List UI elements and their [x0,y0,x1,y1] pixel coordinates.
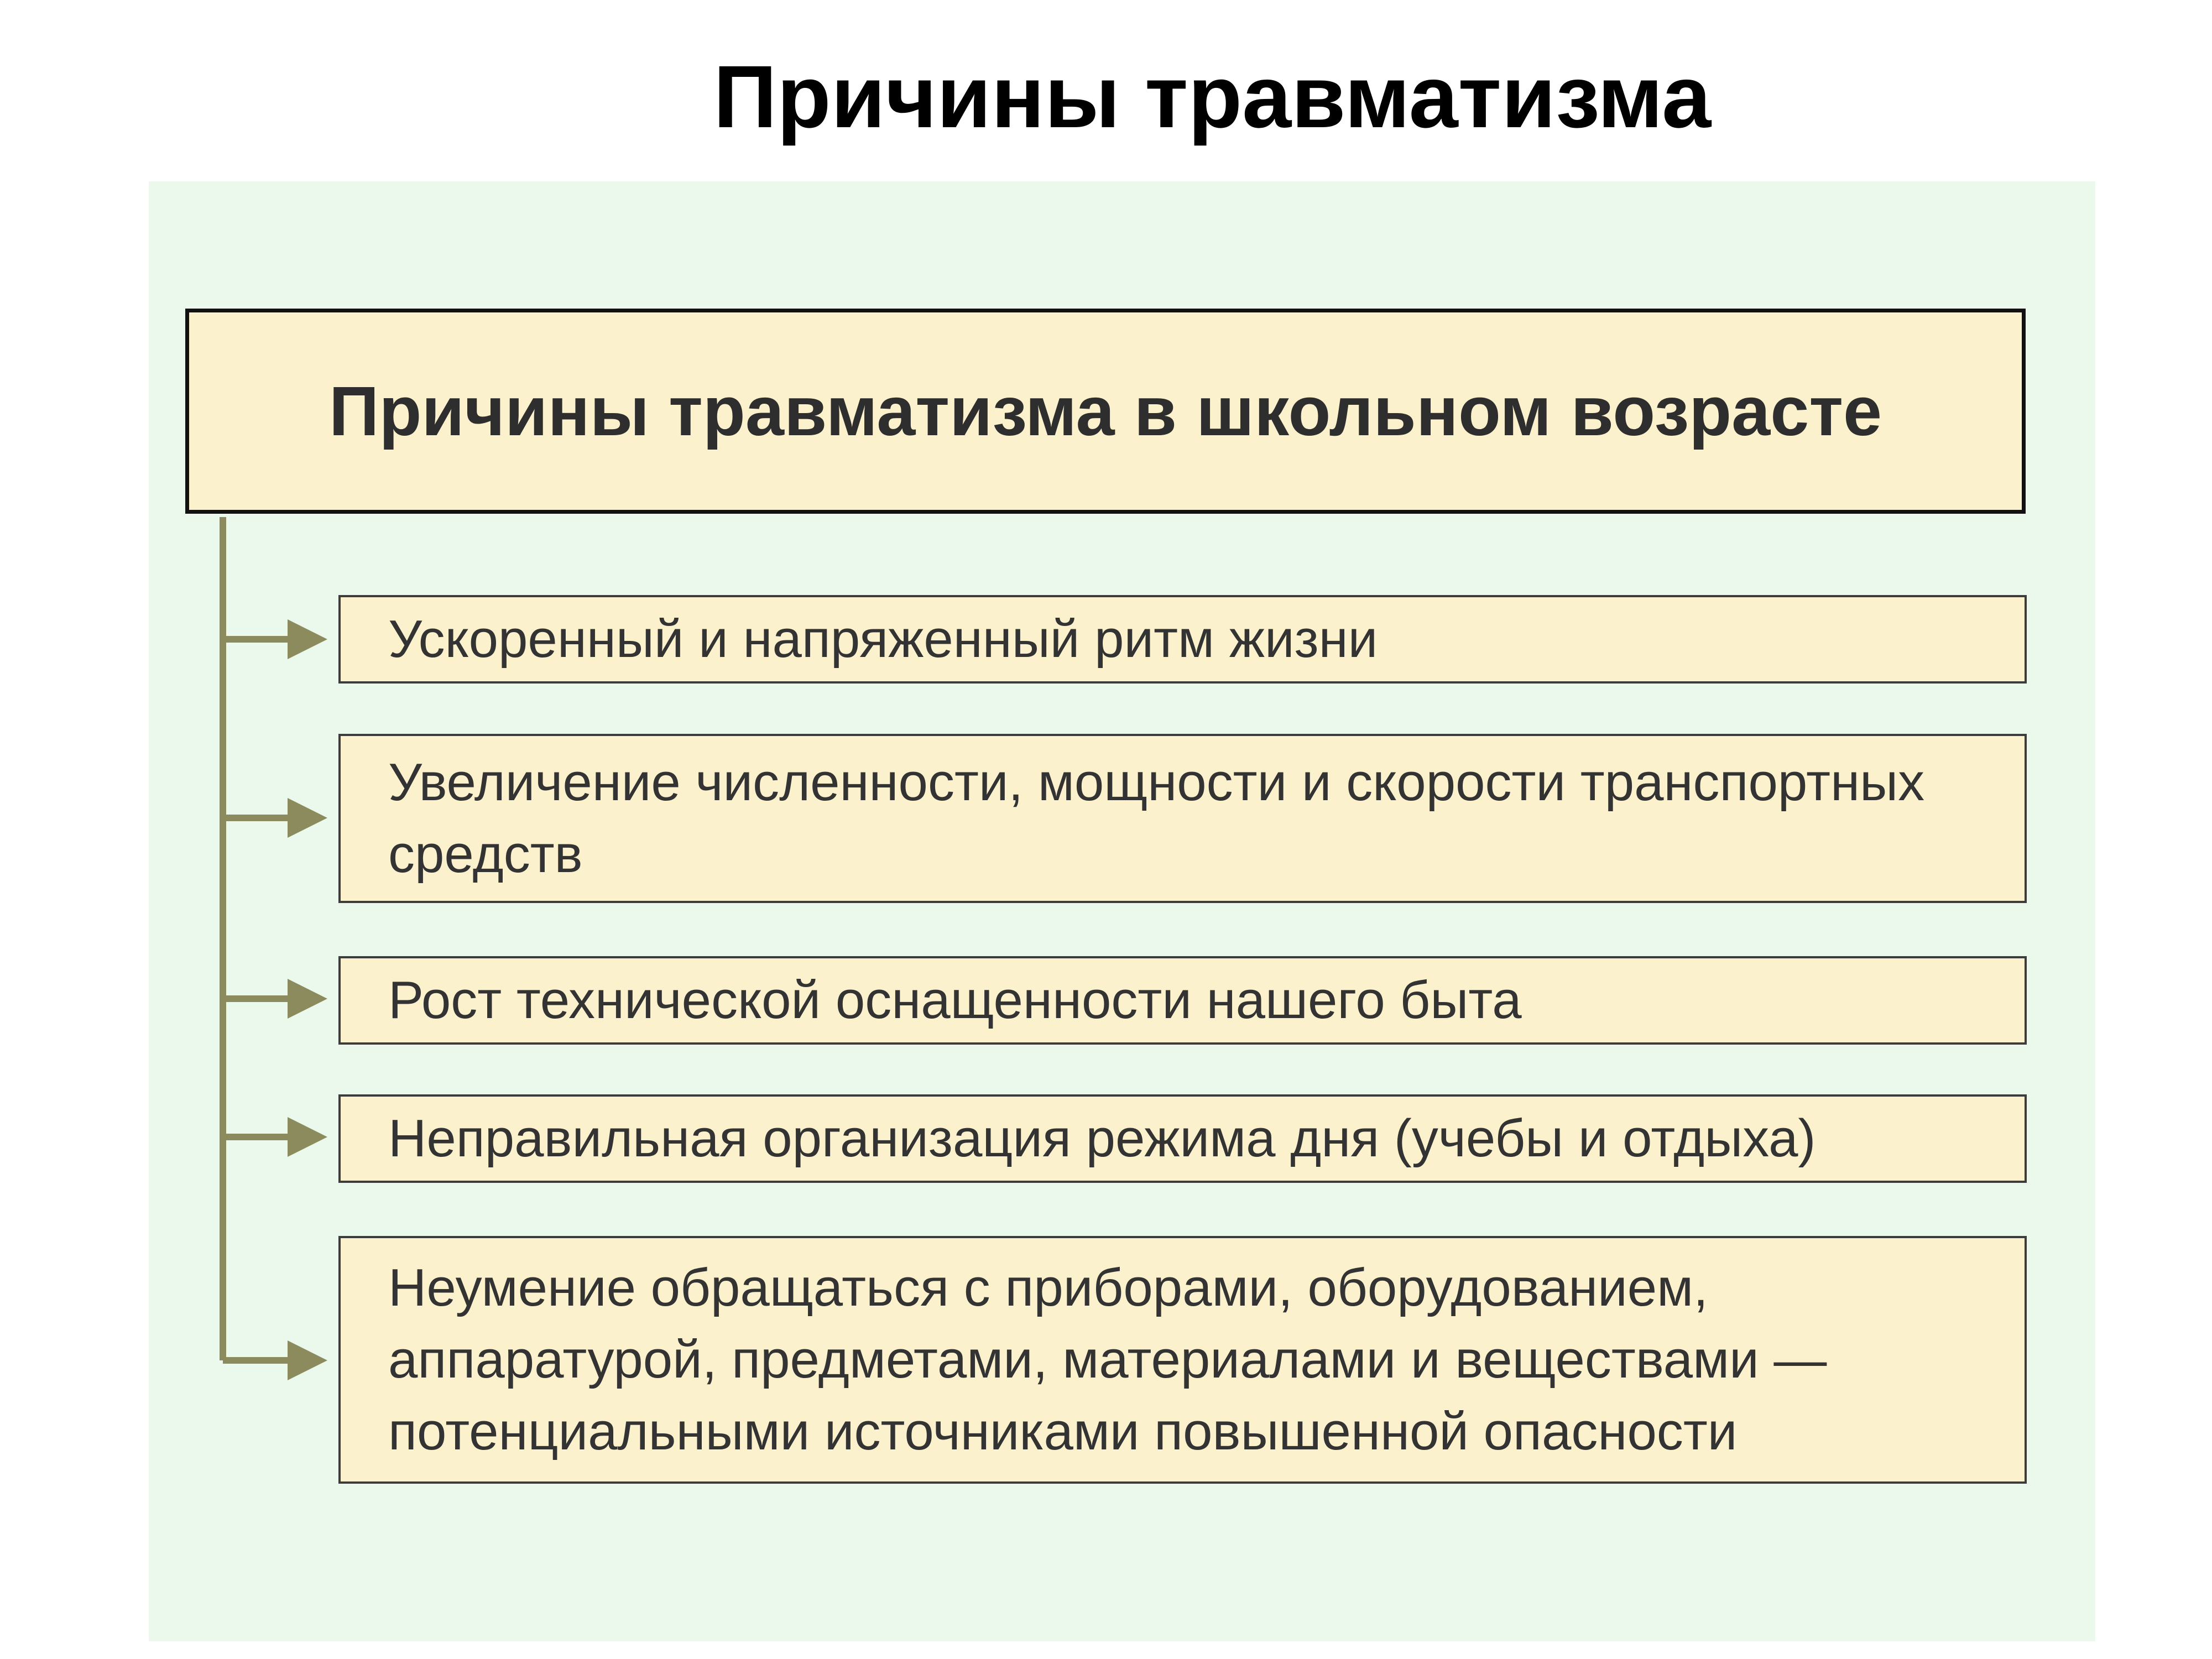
diagram-header-box [185,309,2026,514]
cause-box-4 [338,1094,2027,1183]
cause-box-1 [338,595,2027,684]
cause-text-3: Рост технической оснащенности нашего быта [388,971,1522,1030]
cause-text-5: Неумение обращаться с приборами, оборудованием, аппаратурой, предметами, материалами и веществами — потенциальными источниками повышенной опасности [388,1258,1827,1461]
cause-box-5 [338,1236,2027,1484]
cause-text-1: Ускоренный и напряженный ритм жизни [388,609,1378,669]
cause-text-4: Неправильная организация режима дня (учебы и отдыха) [388,1109,1816,1168]
cause-text-2: Увеличение численности, мощности и скорости транспортных средств [388,753,1925,884]
cause-box-2 [338,734,2027,903]
cause-box-3 [338,956,2027,1045]
slide-title: Причины травматизма [713,47,1712,146]
diagram-header-text: Причины травматизма в школьном возрасте [328,372,1882,450]
